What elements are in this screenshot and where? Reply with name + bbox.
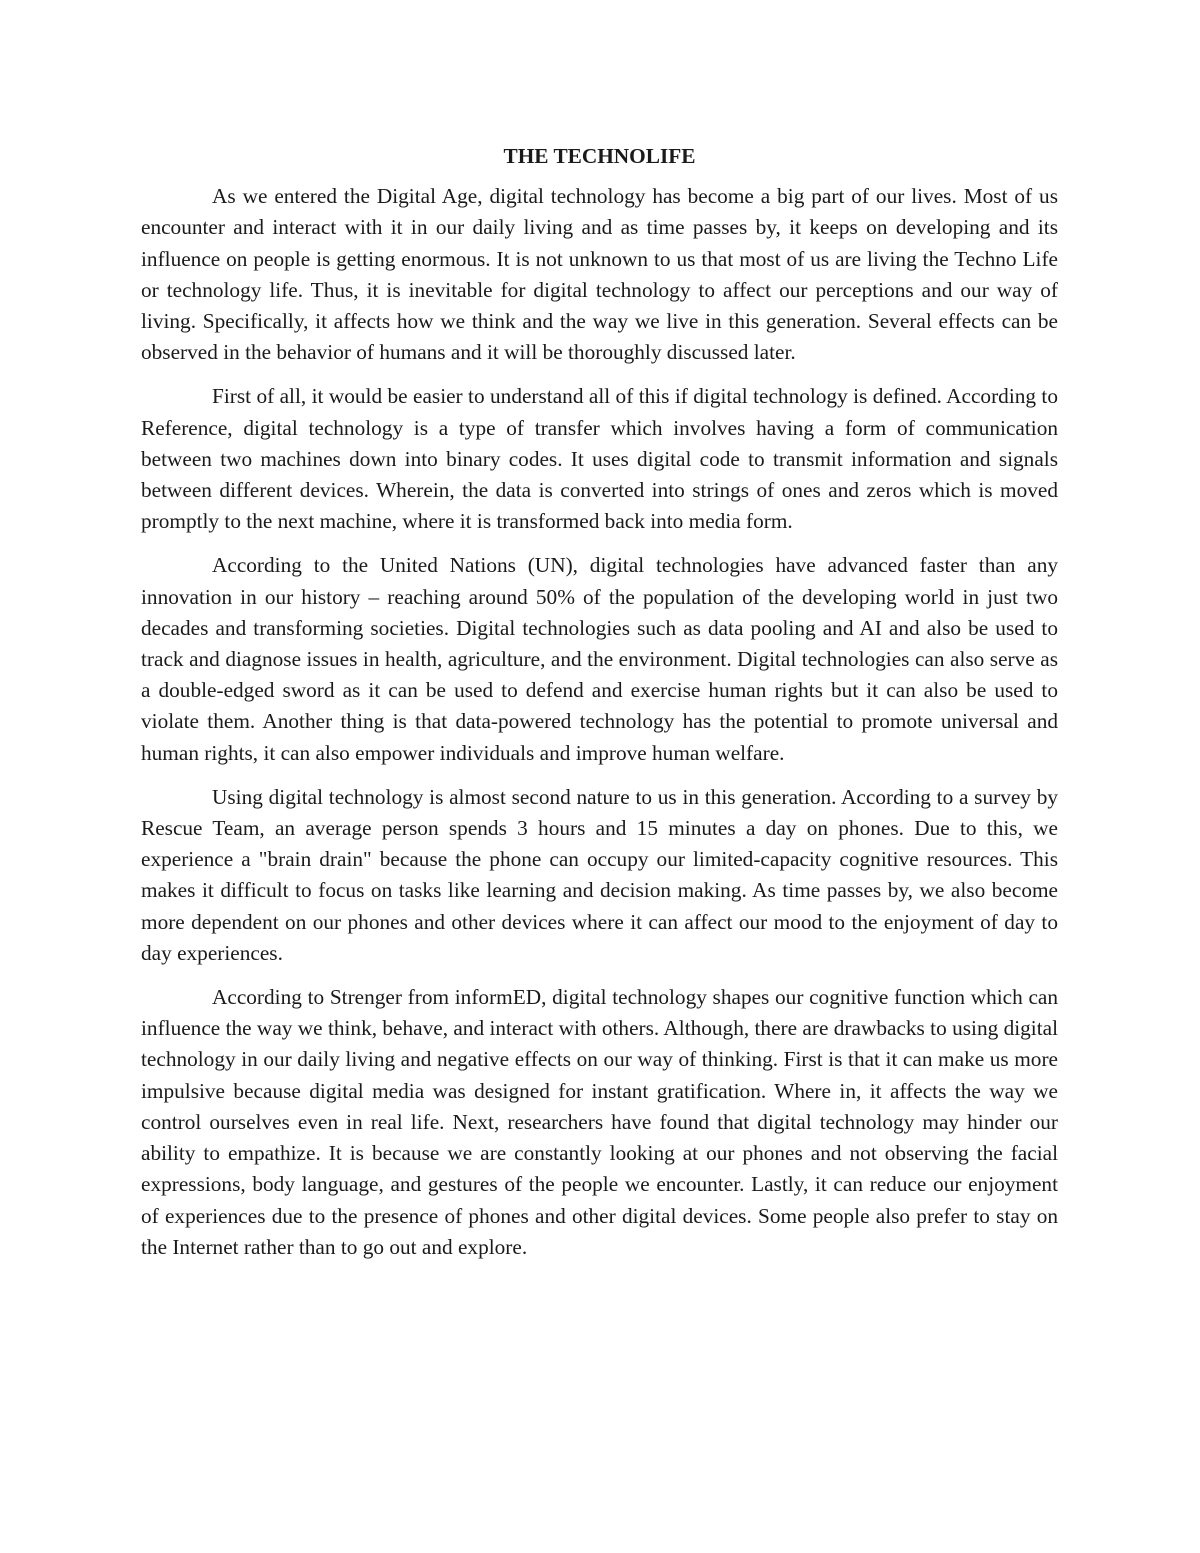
paragraph-intro: As we entered the Digital Age, digital technology has become a big part of our lives. Most of us encounter and interact with it in our daily living and as time passes by, it keeps on developing and its influence on people is getting enormous. It is not unknown to us that most of us are living the Techno Life or technology life. Thus, it is inevitable for digital technology to affect our perceptions and our way of living. Specifically, it affects how we think and the way we live in this generation. Several effects can be observed in the behavior of humans and it will be thoroughly discussed later.: [141, 184, 1058, 365]
paragraph-united-nations: According to the United Nations (UN), digital technologies have advanced faster than any innovation in our history – reaching around 50% of the population of the developing world in just two decades and transforming societies. Digital technologies such as data pooling and AI and also be used to track and diagnose issues in health, agriculture, and the environment. Digital technologies can also serve as a double-edged sword as it can be used to defend and exercise human rights but it can also be used to violate them. Another thing is that data-powered technology has the potential to promote universal and human rights, it can also empower individuals and improve human welfare.: [141, 553, 1058, 765]
document-body: [141, 141, 1058, 1276]
document-title: THE TECHNOLIFE: [503, 144, 696, 168]
paragraph-cognitive-effects: According to Strenger from informED, digital technology shapes our cognitive function which can influence the way we think, behave, and interact with others. Although, there are drawbacks to using digital technology in our daily living and negative effects on our way of thinking. First is that it can make us more impulsive because digital media was designed for instant gratification. Where in, it affects the way we control ourselves even in real life. Next, researchers have found that digital technology may hinder our ability to empathize. It is because we are constantly looking at our phones and not observing the facial expressions, body language, and gestures of the people we encounter. Lastly, it can reduce our enjoyment of experiences due to the presence of phones and other digital devices. Some people also prefer to stay on the Internet rather than to go out and explore.: [141, 985, 1058, 1259]
paragraph-usage: Using digital technology is almost second nature to us in this generation. According to a survey by Rescue Team, an average person spends 3 hours and 15 minutes a day on phones. Due to this, we experience a "brain drain" because the phone can occupy our limited-capacity cognitive resources. This makes it difficult to focus on tasks like learning and decision making. As time passes by, we also become more dependent on our phones and other devices where it can affect our mood to the enjoyment of day to day experiences.: [141, 784, 1058, 965]
paragraph-definition: First of all, it would be easier to understand all of this if digital technology is defined. According to Reference, digital technology is a type of transfer which involves having a form of communication between two machines down into binary codes. It uses digital code to transmit information and signals between different devices. Wherein, the data is converted into strings of ones and zeros which is moved promptly to the next machine, where it is transformed back into media form.: [141, 384, 1058, 534]
